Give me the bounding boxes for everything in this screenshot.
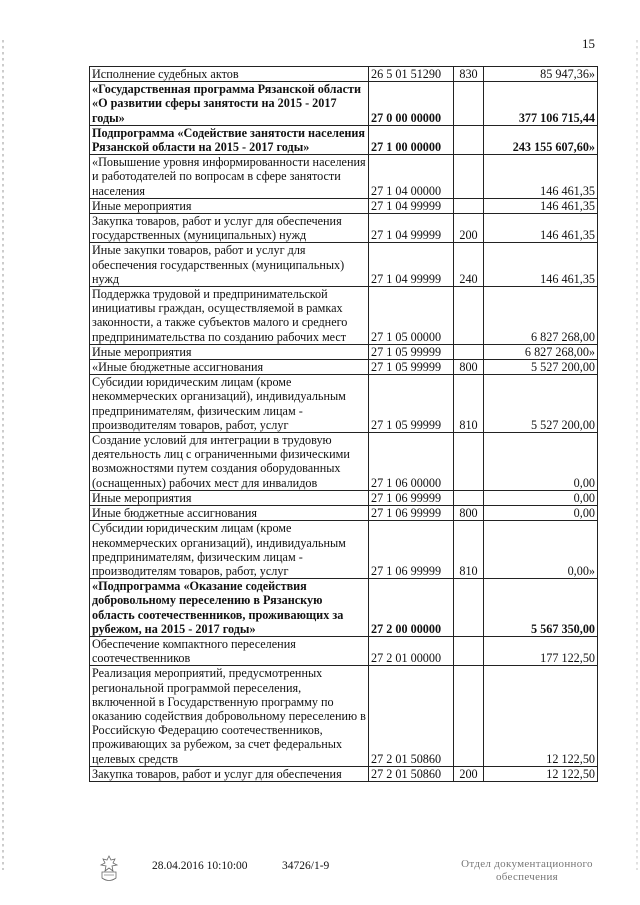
row-csr-cell: 27 1 06 99999 [369,506,454,521]
coat-of-arms-icon [96,854,122,884]
table-row [90,521,598,579]
row-vr-cell: 200 [454,214,484,243]
table-row [90,433,598,491]
row-csr-cell: 27 1 06 99999 [369,521,454,579]
row-csr-cell: 27 1 06 00000 [369,433,454,491]
page-number: 15 [582,36,595,51]
row-vr-cell [454,579,484,637]
row-csr-cell: 27 2 01 00000 [369,636,454,665]
row-sum-cell: 0,00 [484,490,598,505]
row-sum-cell: 5 527 200,00 [484,375,598,433]
row-csr-cell: 27 1 04 99999 [369,214,454,243]
row-name-cell: Закупка товаров, работ и услуг для обеспечения [90,766,369,781]
row-vr-cell [454,490,484,505]
table-row [90,243,598,287]
row-sum-cell: 0,00 [484,433,598,491]
row-sum-cell: 12 122,50 [484,766,598,781]
row-sum-cell: 243 155 607,60» [484,125,598,154]
footer-document-number: 34726/1-9 [282,860,330,872]
department-stamp [452,858,602,884]
row-name-cell: Реализация мероприятий, предусмотренных региональной программой переселения, включенной в Государственную программу по оказанию содействия добровольному переселению в Российскую Федерацию соотечественников, проживающих за рубежом, за счет федеральных целевых средств [90,666,369,766]
row-csr-cell: 27 1 05 99999 [369,375,454,433]
page-footer [0,858,640,898]
row-csr-cell: 27 1 05 99999 [369,344,454,359]
row-name-cell: Субсидии юридическим лицам (кроме некоммерческих организаций), индивидуальным предпринимателям, физическим лицам - производителям товаров, работ, услуг [90,521,369,579]
row-vr-cell: 800 [454,506,484,521]
footer-datetime: 28.04.2016 10:10:00 [152,860,248,872]
row-name-cell: «Подпрограмма «Оказание содействия добровольному переселению в Рязанскую область соотечественников, проживающих за рубежом, на 2015 - 2017 годы» [90,579,369,637]
row-sum-cell: 85 947,36» [484,67,598,82]
table-row [90,82,598,126]
row-name-cell: Закупка товаров, работ и услуг для обеспечения государственных (муниципальных) нужд [90,214,369,243]
table-row [90,506,598,521]
row-name-cell: «Повышение уровня информированности населения и работодателей по вопросам в сфере занятости населения [90,155,369,199]
row-csr-cell: 27 2 01 50860 [369,666,454,766]
stamp-line-1: Отдел документационного [461,858,593,870]
table-row [90,67,598,82]
row-csr-cell: 26 5 01 51290 [369,67,454,82]
table-row [90,360,598,375]
row-sum-cell: 146 461,35 [484,243,598,287]
table-row [90,287,598,345]
row-vr-cell: 800 [454,360,484,375]
table-row [90,344,598,359]
stamp-line-2: обеспечения [495,871,559,883]
table-row [90,155,598,199]
row-csr-cell: 27 1 04 00000 [369,155,454,199]
row-name-cell: Исполнение судебных актов [90,67,369,82]
row-name-cell: Поддержка трудовой и предпринимательской инициативы граждан, осуществляемой в рамках законности, а также субъектов малого и среднего предпринимательства по созданию рабочих мест [90,287,369,345]
row-name-cell: Иные мероприятия [90,344,369,359]
row-vr-cell: 810 [454,375,484,433]
row-csr-cell: 27 1 00 00000 [369,125,454,154]
table-row [90,375,598,433]
row-vr-cell [454,125,484,154]
row-name-cell: Иные мероприятия [90,198,369,213]
row-name-cell: «Государственная программа Рязанской области «О развитии сферы занятости на 2015 - 2017 годы» [90,82,369,126]
row-vr-cell [454,666,484,766]
row-sum-cell: 146 461,35 [484,155,598,199]
row-csr-cell: 27 2 01 50860 [369,766,454,781]
row-csr-cell: 27 2 00 00000 [369,579,454,637]
table-row [90,214,598,243]
row-name-cell: Иные мероприятия [90,490,369,505]
table-row [90,490,598,505]
row-sum-cell: 177 122,50 [484,636,598,665]
row-vr-cell [454,82,484,126]
budget-table-body [90,67,598,782]
row-sum-cell: 0,00» [484,521,598,579]
row-csr-cell: 27 1 05 00000 [369,287,454,345]
row-sum-cell: 146 461,35 [484,214,598,243]
right-margin-scan-marks [636,40,638,870]
row-sum-cell: 0,00 [484,506,598,521]
row-name-cell: Обеспечение компактного переселения соотечественников [90,636,369,665]
row-name-cell: Субсидии юридическим лицам (кроме некоммерческих организаций), индивидуальным предпринимателям, физическим лицам - производителям товаров, работ, услуг [90,375,369,433]
row-csr-cell: 27 1 04 99999 [369,198,454,213]
row-vr-cell: 830 [454,67,484,82]
row-vr-cell [454,344,484,359]
row-vr-cell [454,198,484,213]
left-margin-scan-marks [2,40,4,870]
budget-table [89,66,598,782]
row-vr-cell [454,155,484,199]
table-row [90,636,598,665]
row-csr-cell: 27 1 06 99999 [369,490,454,505]
table-row [90,666,598,766]
row-sum-cell: 5 567 350,00 [484,579,598,637]
table-row [90,579,598,637]
row-name-cell: Иные бюджетные ассигнования [90,506,369,521]
table-row [90,198,598,213]
row-name-cell: «Иные бюджетные ассигнования [90,360,369,375]
row-vr-cell: 200 [454,766,484,781]
row-vr-cell [454,287,484,345]
row-csr-cell: 27 1 05 99999 [369,360,454,375]
table-row [90,125,598,154]
row-sum-cell: 12 122,50 [484,666,598,766]
row-sum-cell: 6 827 268,00» [484,344,598,359]
row-vr-cell [454,636,484,665]
row-sum-cell: 146 461,35 [484,198,598,213]
table-row [90,766,598,781]
row-sum-cell: 5 527 200,00 [484,360,598,375]
row-vr-cell: 240 [454,243,484,287]
row-name-cell: Иные закупки товаров, работ и услуг для обеспечения государственных (муниципальных) нужд [90,243,369,287]
row-vr-cell: 810 [454,521,484,579]
row-csr-cell: 27 1 04 99999 [369,243,454,287]
row-sum-cell: 377 106 715,44 [484,82,598,126]
row-name-cell: Подпрограмма «Содействие занятости населения Рязанской области на 2015 - 2017 годы» [90,125,369,154]
row-name-cell: Создание условий для интеграции в трудовую деятельность лиц с ограниченными физическими возможностями путем создания оборудованных (оснащенных) рабочих мест для инвалидов [90,433,369,491]
row-csr-cell: 27 0 00 00000 [369,82,454,126]
row-vr-cell [454,433,484,491]
row-sum-cell: 6 827 268,00 [484,287,598,345]
